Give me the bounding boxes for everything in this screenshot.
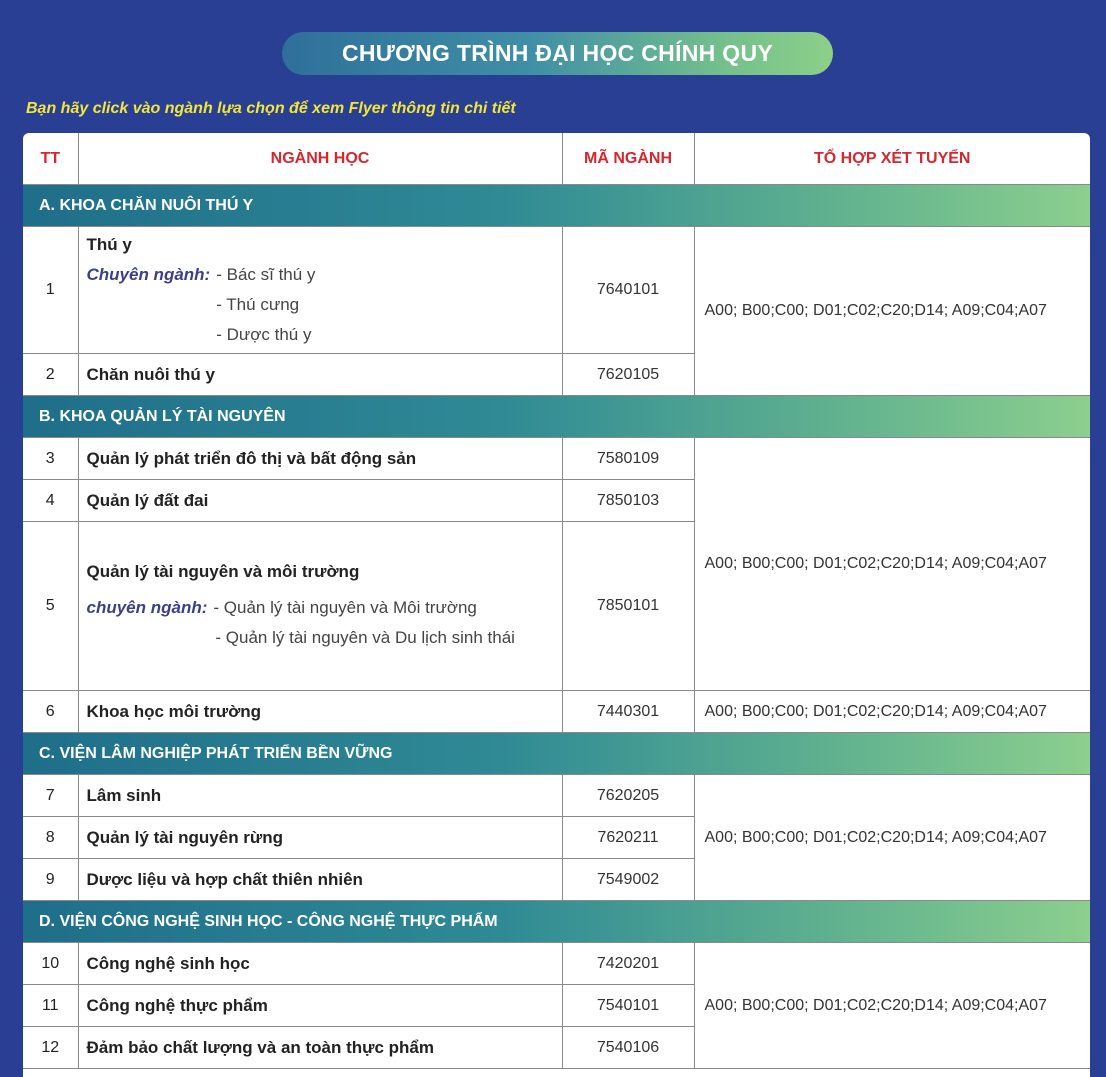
major-name[interactable]: Lâm sinh — [78, 775, 562, 817]
header-major: NGÀNH HỌC — [78, 133, 562, 185]
major-name[interactable]: Công nghệ thực phẩm — [78, 985, 562, 1027]
row-number: 7 — [23, 775, 78, 817]
table-row[interactable] — [23, 943, 1090, 985]
row-number: 9 — [23, 859, 78, 901]
table-row[interactable] — [23, 775, 1090, 817]
combo-cell: A00; B00;C00; D01;C02;C20;D14; A09;C04;A07 — [694, 691, 1090, 733]
major-name[interactable]: Công nghệ sinh học — [78, 943, 562, 985]
major-cell[interactable] — [78, 227, 562, 354]
specialization-block — [87, 260, 562, 350]
major-code: 7850101 — [562, 522, 694, 691]
combo-cell: A00; B00;C00; D01;C02;C20;D14; A09;C04;A07 — [694, 775, 1090, 901]
specialization-label: chuyên ngành: — [86, 598, 208, 617]
major-code: 7549002 — [562, 859, 694, 901]
major-name[interactable]: Quản lý tài nguyên và môi trường — [86, 562, 360, 581]
table-header-row — [23, 133, 1090, 185]
specialization-item: - Quản lý tài nguyên và Du lịch sinh thái — [215, 628, 515, 647]
row-number: 5 — [23, 522, 78, 691]
specialization-label: Chuyên ngành: — [86, 265, 211, 284]
major-code: 7420201 — [562, 943, 694, 985]
row-number: 2 — [23, 354, 78, 396]
row-number: 4 — [23, 480, 78, 522]
major-code: 7620211 — [562, 817, 694, 859]
row-number: 11 — [23, 985, 78, 1027]
specialization-block — [87, 593, 562, 653]
row-number: 8 — [23, 817, 78, 859]
section-row — [23, 733, 1090, 775]
major-name[interactable]: Thú y — [86, 235, 132, 254]
combo-cell: A00; B00;C00; D01;C02;C20;D14; A09;C04;A07 — [694, 943, 1090, 1069]
specialization-item: - Bác sĩ thú y — [216, 265, 316, 284]
major-name[interactable]: Quản lý tài nguyên rừng — [78, 817, 562, 859]
header-tt: TT — [23, 133, 78, 185]
section-row — [23, 901, 1090, 943]
major-cell[interactable] — [78, 522, 562, 691]
page-subtitle: Bạn hãy click vào ngành lựa chọn để xem Flyer thông tin chi tiết — [26, 100, 516, 117]
section-title: D. VIỆN CÔNG NGHỆ SINH HỌC - CÔNG NGHỆ THỰC PHẨM — [23, 901, 1090, 943]
table-row[interactable] — [23, 227, 1090, 354]
row-number: 10 — [23, 943, 78, 985]
major-name[interactable]: Khoa học môi trường — [78, 691, 562, 733]
major-code: 7620205 — [562, 775, 694, 817]
row-number: 3 — [23, 438, 78, 480]
major-name[interactable]: Đảm bảo chất lượng và an toàn thực phẩm — [78, 1027, 562, 1069]
row-number: 6 — [23, 691, 78, 733]
section-title: A. KHOA CHĂN NUÔI THÚ Y — [23, 185, 1090, 227]
major-name[interactable]: Chăn nuôi thú y — [78, 354, 562, 396]
table-row[interactable] — [23, 438, 1090, 480]
combo-cell: A00; B00;C00; D01;C02;C20;D14; A09;C04;A07 — [694, 438, 1090, 691]
page-title: CHƯƠNG TRÌNH ĐẠI HỌC CHÍNH QUY — [282, 32, 833, 75]
major-code: 7620105 — [562, 354, 694, 396]
header-combo: TỔ HỢP XÉT TUYỂN — [694, 133, 1090, 185]
major-name[interactable]: Dược liệu và hợp chất thiên nhiên — [78, 859, 562, 901]
specialization-item: - Thú cưng — [216, 295, 300, 314]
row-number: 12 — [23, 1027, 78, 1069]
major-code: 7440301 — [562, 691, 694, 733]
program-table — [23, 133, 1090, 1077]
specialization-item: - Quản lý tài nguyên và Môi trường — [213, 598, 477, 617]
major-code: 7640101 — [562, 227, 694, 354]
major-code: 7540106 — [562, 1027, 694, 1069]
major-code: 7850103 — [562, 480, 694, 522]
section-row — [23, 396, 1090, 438]
row-number: 1 — [23, 227, 78, 354]
section-row — [23, 185, 1090, 227]
major-code: 7540101 — [562, 985, 694, 1027]
table-row[interactable] — [23, 691, 1090, 733]
major-name[interactable]: Quản lý đất đai — [78, 480, 562, 522]
major-code: 7580109 — [562, 438, 694, 480]
combo-cell: A00; B00;C00; D01;C02;C20;D14; A09;C04;A07 — [694, 227, 1090, 396]
section-title: C. VIỆN LÂM NGHIỆP PHÁT TRIỂN BỀN VỮNG — [23, 733, 1090, 775]
header-code: MÃ NGÀNH — [562, 133, 694, 185]
section-title: B. KHOA QUẢN LÝ TÀI NGUYÊN — [23, 396, 1090, 438]
major-name[interactable]: Quản lý phát triển đô thị và bất động sản — [78, 438, 562, 480]
specialization-item: - Dược thú y — [216, 325, 312, 344]
